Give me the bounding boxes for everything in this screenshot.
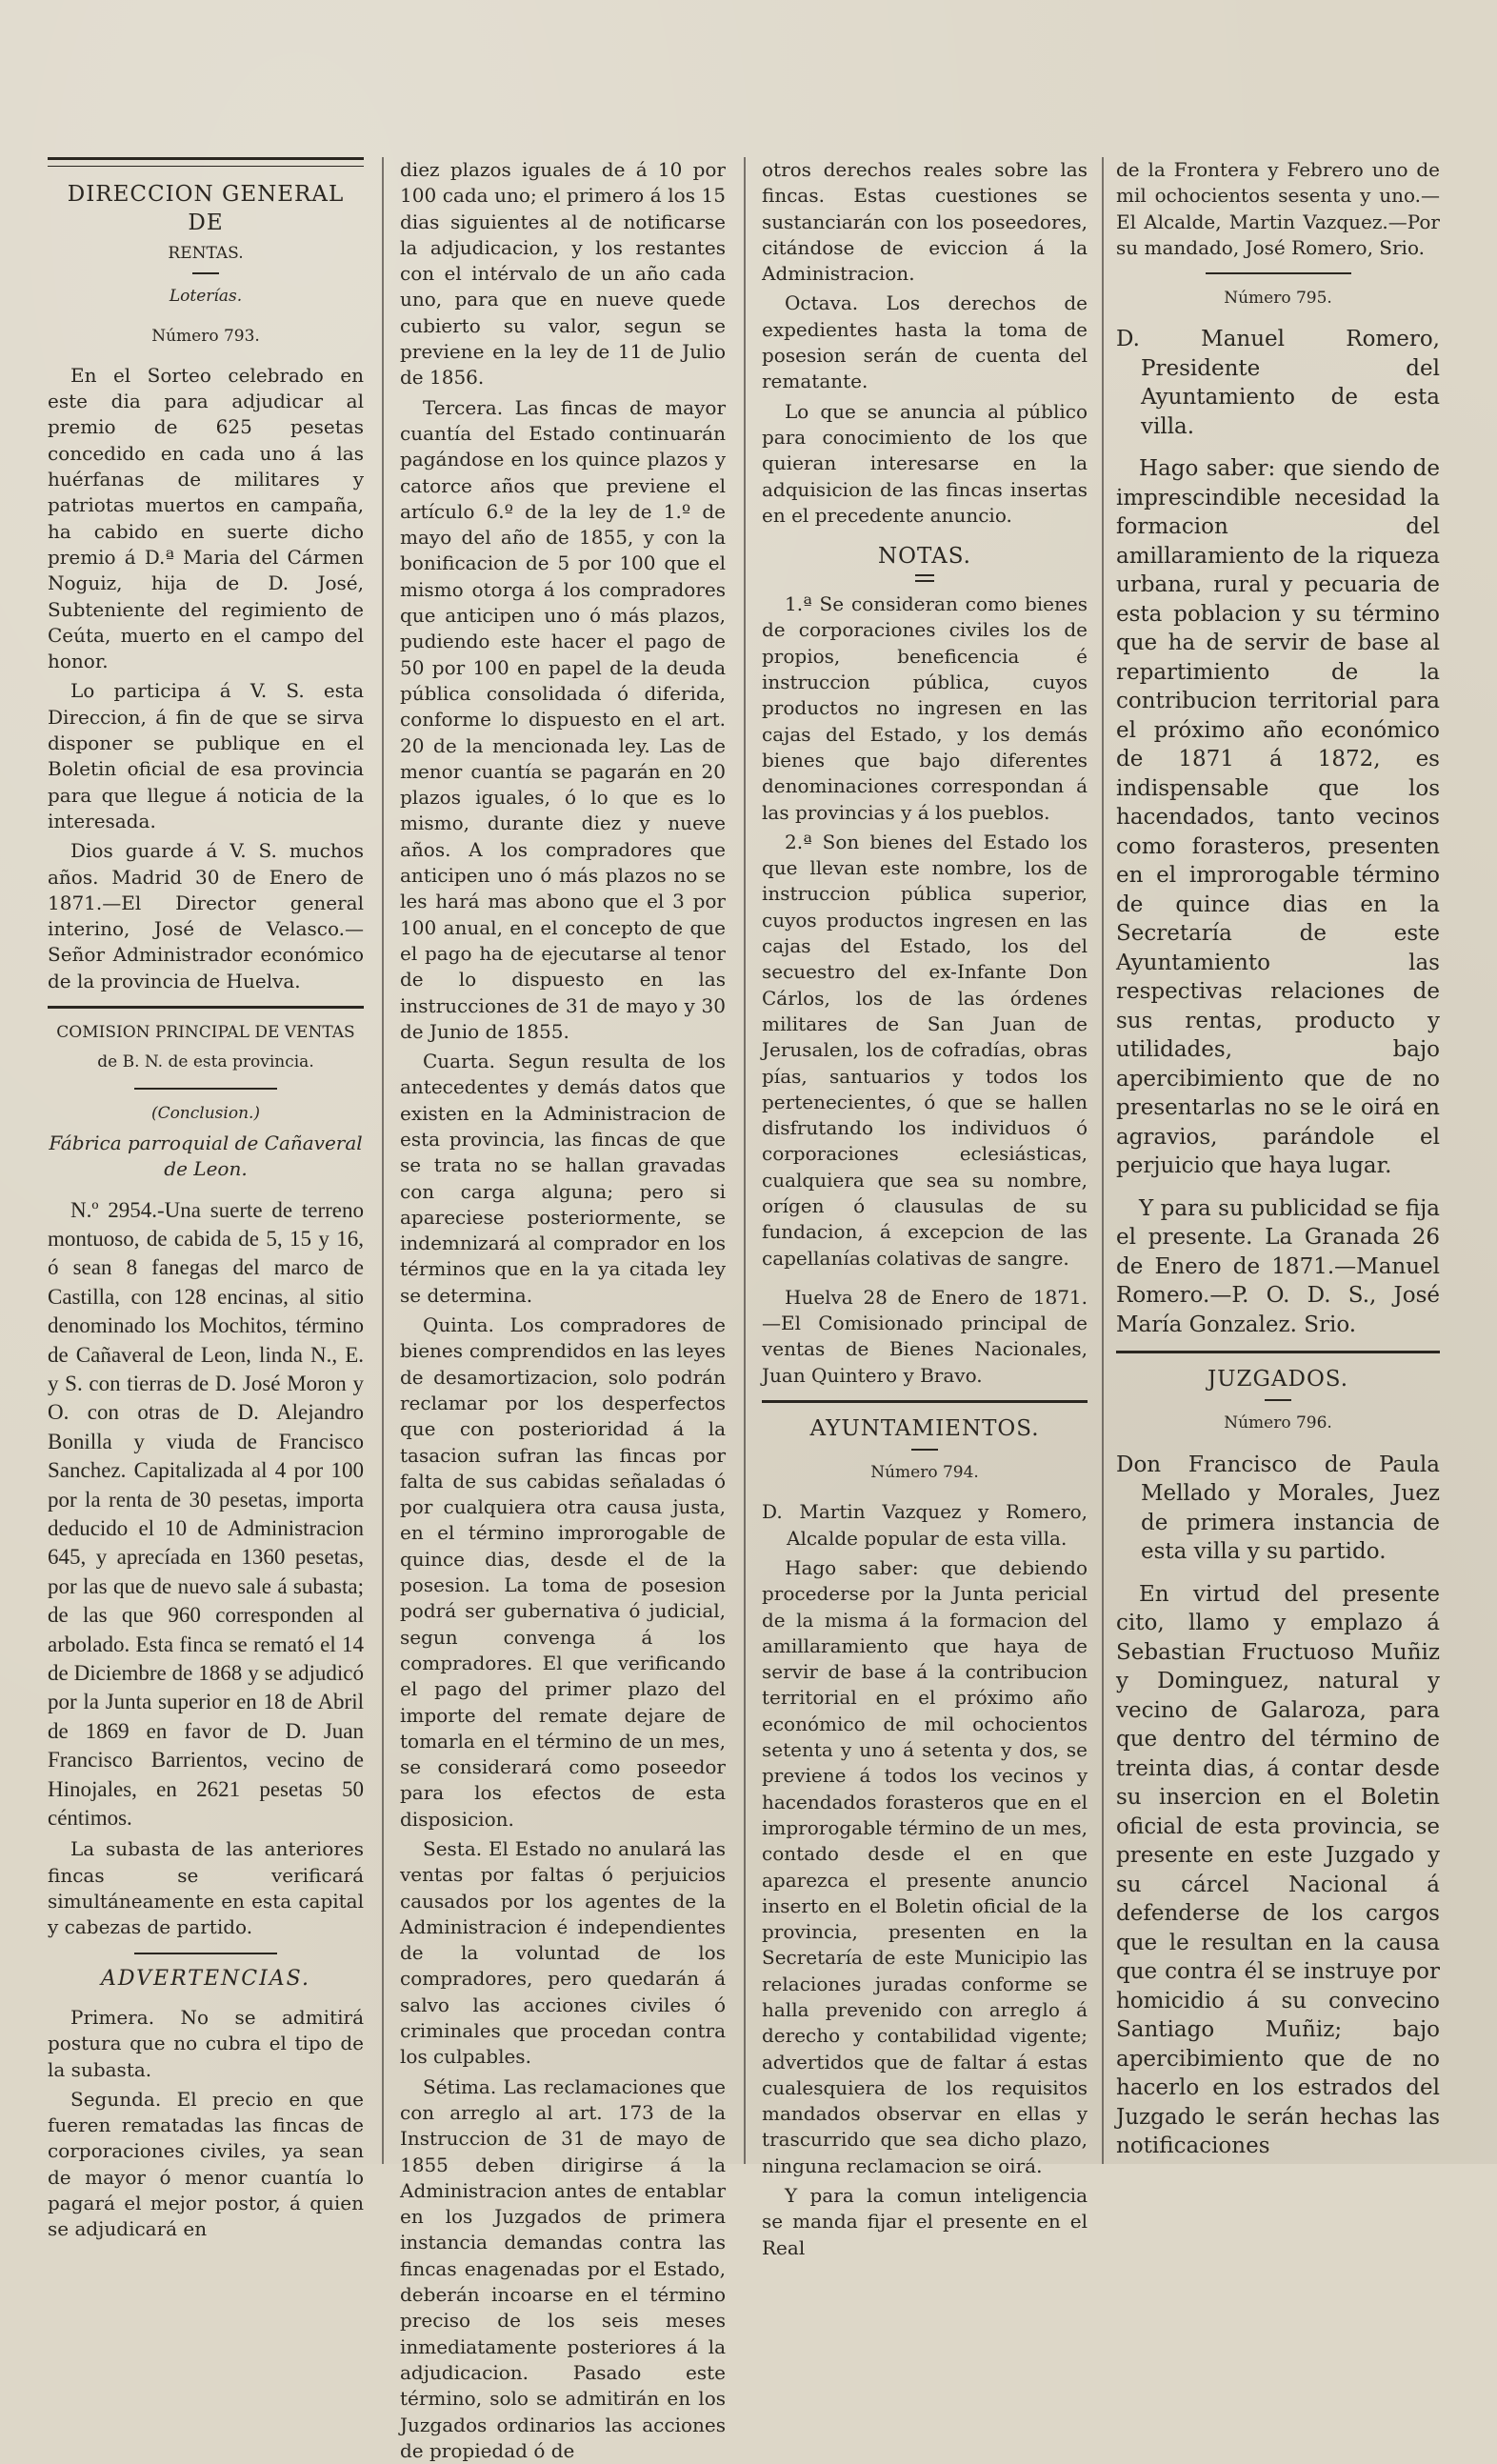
paragraph: Dios guarde á V. S. muchos años. Madrid 30 de Enero de 1871.—El Director general interino, José de Velasco.—Señor Administrador económico de la provincia de Huelva. xyxy=(48,839,364,992)
subsection-label: Loterías. xyxy=(169,287,243,307)
section-heading: AYUNTAMIENTOS. xyxy=(809,1416,1040,1442)
paragraph: de la Frontera y Febrero uno de mil ochocientos sesenta y uno.—El Alcalde, Martin Vazquez.—Por su mandado, José Romero, Srio. xyxy=(1116,158,1440,259)
continuation-label: (Conclusion.) xyxy=(150,1103,261,1123)
column-divider xyxy=(382,157,384,2164)
column-divider xyxy=(1102,157,1104,2164)
section-heading: NOTAS. xyxy=(878,544,971,570)
column-4 xyxy=(1116,157,1440,2157)
paragraph: En virtud del presente cito, llamo y emplazo á Sebastian Fructuoso Muñiz y Dominguez, natural y vecino de Galaroza, para que dentro del término de treinta dias, á contar desde su insercion en el Boletin oficial de esta provincia, se presente en este Juzgado y su cárcel Nacional á defenderse de los cargos que le resultan en la causa que contra él se instruye por homicidio á su convecino Santiago Muñiz; bajo apercibimiento que de no hacerlo en los estrados del Juzgado le serán hechas las notificaciones xyxy=(1116,1581,1440,2159)
show-through-ink xyxy=(143,57,1383,143)
paragraph: otros derechos reales sobre las fincas. Estas cuestiones se sustanciarán con los poseedores, citándose de eviccion á la Administracion. xyxy=(762,158,1088,286)
section-rule xyxy=(762,1400,1088,1403)
paragraph: Lo participa á V. S. esta Direccion, á fin de que se sirva disponer se publique en el Boletin oficial de esa provincia para que llegue á noticia de la interesada. xyxy=(48,679,364,832)
paragraph: Don Francisco de Paula Mellado y Morales, Juez de primera instancia de esta villa y su partido. xyxy=(1116,1452,1440,1565)
paragraph: Y para la comun inteligencia se manda fijar el presente en el Real xyxy=(762,2184,1088,2259)
paragraph: Hago saber: que siendo de imprescindible necesidad la formacion del amillaramiento de la riqueza urbana, rural y pecuaria de esta poblacion y su término que ha de servir de base al repartimiento de la contribucion territorial para el próximo año económico de 1871 á 1872, es indispensable que los hacendados, tanto vecinos como forasteros, presenten en el improrogable término de quince dias en la Secretaría de este Ayuntamiento las respectivas relaciones de sus rentas, producto y utilidades, bajo apercibimiento que de no presentarlas no se le oirá en agravios, parándole el perjuicio que haya lugar. xyxy=(1116,456,1440,1179)
paragraph: 1.ª Se consideran como bienes de corporaciones civiles los de propios, beneficencia é instruccion pública, cuyos productos no ingresen en las cajas del Estado, y los demás bienes que bajo diferentes denominaciones correspondan á las provincias y á los pueblos. xyxy=(762,592,1088,824)
section-rule xyxy=(1116,1351,1440,1353)
paragraph: Cuarta. Segun resulta de los antecedentes y demás datos que existen en la Administracion de esta provincia, las fincas de que se trata no se hallan gravadas con carga alguna; pero si apareciese posteriormente, se indemnizará al comprador en los términos que en la ya citada ley se determina. xyxy=(400,1050,726,1307)
paragraph: Sétima. Las reclamaciones que con arreglo al art. 173 de la Instruccion de 31 de mayo de 1855 deben dirigirse á la Administracion antes de entablar en los Juzgados de primera instancia demandas contra las fincas enagenadas por el Estado, deberán incoarse en el término preciso de los seis meses inmediatamente posteriores á la adjudicacion. Pasado este término, solo se admitirán en los Juzgados ordinarios las acciones de propiedad ó de xyxy=(400,2074,726,2462)
paragraph: Huelva 28 de Enero de 1871. —El Comisionado principal de ventas de Bienes Nacionales, Juan Quintero y Bravo. xyxy=(762,1285,1088,1387)
section-subheading: de B. N. de esta provincia. xyxy=(97,1052,314,1072)
paragraph: D. Manuel Romero, Presidente del Ayuntamiento de esta villa. xyxy=(1116,327,1440,439)
notice-number: Número 795. xyxy=(1224,289,1332,309)
paragraph: Lo que se anuncia al público para conocimiento de los que quieran interesarse en la adquisicion de las fincas insertas en el precedente anuncio. xyxy=(762,399,1088,527)
paragraph: D. Martin Vazquez y Romero, Alcalde popular de esta villa. xyxy=(762,1500,1088,1550)
paragraph: 2.ª Son bienes del Estado los que llevan este nombre, los de instruccion pública superior, cuyos productos ingresen en las cajas del Estado, los del secuestro del ex-Infante Don Cárlos, los de las órdenes militares de San Juan de Jerusalen, los de cofradías, obras pías, santuarios y todos los pertenecientes, ó que se hallen disfrutando los individuos ó corporaciones eclesiásticas, cualquiera que sea su nombre, orígen ó clausulas de su fundacion, á excepcion de las capellanías colativas de sangre. xyxy=(762,830,1088,1270)
paragraph: Hago saber: que debiendo procederse por la Junta pericial de la misma á la formacion del amillaramiento que haya de servir de base á la contribucion territorial en el próximo año económico de mil ochocientos setenta y uno á setenta y dos, se previene á todos los vecinos y hacendados forasteros que en el improrogable término de un mes, contado desde el en que aparezca el presente anuncio inserto en el Boletin oficial de la provincia, presenten en la Secretaría de este Municipio las relaciones juradas conforme se halla prevenido con arreglo á derecho y contabilidad vigente; advertidos que de faltar á estas cualesquiera de los requisitos mandados observar en ellas y trascurrido que sea dicho plazo, ninguna reclamacion se oirá. xyxy=(762,1555,1088,2177)
paragraph: Primera. No se admitirá postura que no cubra el tipo de la subasta. xyxy=(48,2005,364,2081)
section-rule xyxy=(48,1006,364,1009)
paragraph: Segunda. El precio en que fueren rematadas las fincas de corporaciones civiles, ya sean de mayor ó menor cuantía lo pagará el mejor postor, á quien se adjudicará en xyxy=(48,2087,364,2241)
section-heading: JUZGADOS. xyxy=(1207,1367,1349,1392)
section-subheading: RENTAS. xyxy=(168,244,244,263)
notice-number: Número 796. xyxy=(1224,1413,1332,1433)
paragraph: Tercera. Las fincas de mayor cuantía del Estado continuarán pagándose en los quince plazos y catorce años que previene el artículo 6.º de la ley de 1.º de mayo del año de 1855, y con la bonificacion de 5 por 100 que el mismo otorga á los compradores que anticipen uno ó más plazos, pudiendo este hacer el pago de 50 por 100 en papel de la deuda pública consolidada ó diferida, conforme lo dispuesto en el art. 20 de la mencionada ley. Las de menor cuantía se pagarán en 20 plazos iguales, ó lo que es lo mismo, durante diez y nueve años. A los compradores que anticipen uno ó más plazos no se les hará mas abono que el 3 por 100 anual, en el concepto de que el pago ha de ejecutarse al tenor de lo dispuesto en las instrucciones de 31 de mayo y 30 de Junio de 1855. xyxy=(400,395,726,1043)
column-1 xyxy=(48,157,364,2241)
paragraph: Y para su publicidad se fija el presente. La Granada 26 de Enero de 1871.—Manuel Romero.—P. O. D. S., José María Gonzalez. Srio. xyxy=(1116,1195,1440,1337)
notice-number: Número 793. xyxy=(151,326,260,346)
paragraph: N.º 2954.-Una suerte de terreno montuoso, de cabida de 5, 15 y 16, ó sean 8 fanegas del marco de Castilla, con 128 encinas, al sitio denominado los Mochitos, término de Cañaveral de Leon, linda N., E. y S. con tierras de D. José Moron y O. con otras de D. Alejandro Bonilla y viuda de Francisco Sanchez. Capitalizada al 4 por 100 por la renta de 30 pesetas, importa deducido el 10 de Administracion 645, y aprecíada en 1360 pesetas, por las que de nuevo sale á subasta; de las que 960 corresponden al arbolado. Esta finca se remató el 14 de Diciembre de 1868 y se adjudicó por la Junta superior en 18 de Abril de 1869 en favor de D. Juan Francisco Barrientos, vecino de Hinojales, en 2621 pesetas 50 céntimos. xyxy=(48,1197,364,1831)
section-heading: COMISION PRINCIPAL DE VENTAS xyxy=(56,1023,355,1043)
subsection-label: Fábrica parroquial de Cañaveral de Leon. xyxy=(49,1131,363,1181)
paragraph: En el Sorteo celebrado en este dia para adjudicar al premio de 625 pesetas concedido en cada uno á las huérfanas de militares y patriotas muertos en campaña, ha cabido en suerte dicho premio á D.ª Maria del Cármen Noguiz, hija de D. José, Subteniente del regimiento de Ceúta, muerto en el campo del honor. xyxy=(48,363,364,673)
paragraph: Quinta. Los compradores de bienes comprendidos en las leyes de desamortizacion, solo podrán reclamar por los desperfectos que con posterioridad á la tasacion sufran las fincas por falta de sus cabidas señaladas ó por cualquiera otra causa justa, en el término improrogable de quince dias, desde el de la posesion. La toma de posesion podrá ser gubernativa ó judicial, segun convenga á los compradores. El que verificando el pago del primer plazo del importe del remate dejare de tomarla en el término de un mes, se considerará como poseedor para los efectos de esta disposicion. xyxy=(400,1313,726,1831)
column-divider xyxy=(744,157,746,2164)
section-heading: DIRECCION GENERAL DE xyxy=(67,182,345,235)
paragraph: Sesta. El Estado no anulará las ventas por faltas ó perjuicios causados por los agentes de la Administracion é independientes de la voluntad de los compradores, pero quedarán á salvo las acciones civiles ó criminales que procedan contra los culpables. xyxy=(400,1837,726,2069)
notice-number: Número 794. xyxy=(870,1463,979,1483)
paragraph: diez plazos iguales de á 10 por 100 cada uno; el primero á los 15 dias siguientes al de notificarse la adjudicacion, y los restantes con el intérvalo de un año cada uno, para que en nueve quede cubierto su valor, segun se previene en la ley de 11 de Julio de 1856. xyxy=(400,158,726,390)
column-2 xyxy=(400,157,726,2462)
column-3 xyxy=(762,157,1088,2259)
paragraph: La subasta de las anteriores fincas se verificará simultáneamente en esta capital y cabezas de partido. xyxy=(48,1837,364,1939)
section-rule xyxy=(48,157,364,167)
paragraph: Octava. Los derechos de expedientes hasta la toma de posesion serán de cuenta del rematante. xyxy=(762,291,1088,393)
section-heading: ADVERTENCIAS. xyxy=(101,1966,310,1991)
